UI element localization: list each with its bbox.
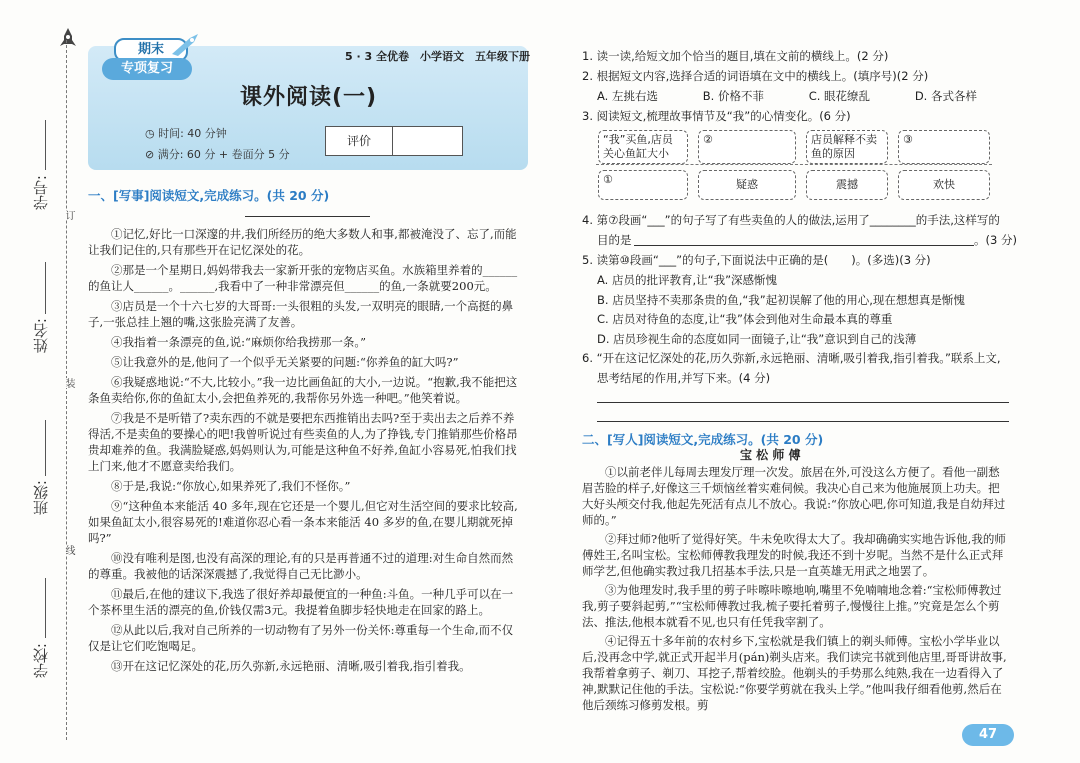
question-6-line1: 6. “开在这记忆深处的花,历久弥新,永远艳丽、清晰,吸引着我,指引着我。”联系上文, — [582, 351, 1001, 365]
section2-heading: 二、[写人]阅读短文,完成练习。(共 20 分) — [582, 432, 824, 447]
question-4-line2: 目的是 — [597, 233, 632, 247]
mood-box-3: 震撼 — [806, 170, 888, 200]
option-c: C. 眼花缭乱 — [808, 89, 871, 103]
mood-box-1[interactable]: ① — [598, 170, 688, 200]
school-line — [45, 578, 47, 638]
p1-para: ⑧于是,我说:“你放心,如果养死了,我们不怪你。” — [111, 479, 351, 493]
question-1: 1. 读一读,给短文加个恰当的题目,填在文前的横线上。(2 分) — [582, 49, 889, 63]
p1-para: ⑬开在这记忆深处的花,历久弥新,永远艳丽、清晰,吸引着我,指引着我。 — [111, 659, 471, 673]
mood-box-2: 疑惑 — [698, 170, 796, 200]
p1-para: ⑩没有唯利是图,也没有高深的理论,有的只是再普通不过的道理:对生命自然而然的尊重。我被他的话深深震撼了,我觉得自己无比渺小。 — [88, 551, 514, 581]
question-4-answer-line[interactable] — [634, 245, 974, 246]
question-4-line1: 4. 第⑦段画“___”的句子写了有些卖鱼的人的做法,运用了________的手法,这样写的 — [582, 213, 1000, 227]
p1-para: ⑦我是不是听错了?卖东西的不就是要把东西推销出去吗?至于卖出去之后养不养得活,不是卖鱼的要操心的吧!我曾听说过有些卖鱼的人,为了挣钱,专门推销那些价格昂贵却难养的鱼。我满脸疑惑,妈妈则认为,可能是这种鱼不好养,鱼缸小容易死,怕我们找上门来,他才不愿意卖给我们。 — [88, 411, 518, 473]
cut-label-ding: 订 — [63, 210, 74, 220]
passage2 — [582, 464, 1010, 713]
plot-box-2[interactable]: ② — [698, 130, 796, 164]
p1-para: ⑨“这种鱼本来能活 40 多年,现在它还是一个婴儿,但它对生活空间的要求比较高,如果鱼缸太小,很容易死的!难道你忍心看一条本来能活 40 多岁的鱼,在婴儿期就死掉吗?” — [88, 499, 518, 545]
q5-option-c: C. 店员对待鱼的态度,让“我”体会到他对生命最本真的尊重 — [597, 312, 893, 326]
cut-label-xian: 线 — [63, 545, 74, 555]
q5-option-a: A. 店员的批评教育,让“我”深感惭愧 — [597, 273, 778, 287]
plot-arrow-line — [596, 164, 992, 165]
page-number: 47 — [962, 724, 1014, 746]
passage2-title: 宝 松 师 傅 — [740, 448, 801, 462]
p2-para: ②拜过师?他听了觉得好笑。牛未免吹得太大了。我却确确实实地告诉他,我的师傅姓王,名叫宝松。宝松师傅教我理发的时候,我还不到十岁呢。当然不是什么正式拜师学艺,但他确实教过我几招基本手法,只是一直英雄无用武之地罢了。 — [582, 532, 1006, 578]
score-row — [145, 146, 290, 162]
p1-para: ⑪最后,在他的建议下,我选了很好养却最便宜的一种鱼:斗鱼。一种几乎可以在一个茶杯里生活的漂亮的鱼,价钱仅需3元。我提着鱼脚步轻快地走在回家的路上。 — [88, 587, 514, 617]
time-text: 时间: 40 分钟 — [158, 127, 227, 140]
q5-option-b: B. 店员坚持不卖那条贵的鱼,“我”起初误解了他的用心,现在想想真是惭愧 — [597, 292, 965, 307]
binding-strip — [0, 0, 80, 763]
p1-para: ②那是一个星期日,妈妈带我去一家新开张的宠物店买鱼。水族箱里养着的______的鱼让人______。______,我看中了一种非常漂亮但______的鱼,一条就要200元。 — [88, 263, 518, 293]
option-b: B. 价格不菲 — [702, 89, 764, 103]
p2-para: ③为他理发时,我手里的剪子咔嚓咔嚓地响,嘴里不免喃喃地念着:“宝松师傅教过我,剪子要斜起剪,”“宝松师傅教过我,梳子要托着剪子,慢慢往上推。”究竟是怎么个剪法、推法,他根本就看不见,也只有任凭我宰割了。 — [582, 583, 1002, 629]
cut-line — [66, 40, 67, 740]
school-label: 学校: — [32, 643, 50, 679]
title-answer-line[interactable] — [245, 216, 370, 217]
question-4-score: 。(3 分) — [974, 233, 1017, 247]
p2-para: ①以前老伴儿每周去理发厅理一次发。旅居在外,可没这么方便了。看他一副愁眉苦脸的样子,好像这三千烦恼丝着实难伺候。我决心自己来为他施展顶上功夫。把大好头颅交付我,他起先死活有点儿不放心。我说:“你放心吧,你可知道,我是自幼拜过师的。” — [582, 465, 1006, 527]
mood-box-4: 欢快 — [898, 170, 990, 200]
page-title: 课外阅读(一) — [240, 85, 378, 110]
evaluation-label: 评价 — [326, 127, 393, 155]
student-id-line — [45, 120, 47, 170]
series-label: 5 · 3 全优卷 小学语文 五年级下册 — [345, 50, 530, 63]
question-2: 2. 根据短文内容,选择合适的词语填在文中的横线上。(填序号)(2 分) — [582, 69, 929, 83]
question-2-options — [597, 88, 1017, 104]
class-label: 班级: — [32, 480, 50, 516]
name-line — [45, 262, 47, 314]
option-d: D. 各式各样 — [914, 89, 977, 103]
q5-option-d: D. 店员珍视生命的态度如同一面镜子,让“我”意识到自己的浅薄 — [597, 331, 917, 346]
badge-top: 期末 — [114, 38, 188, 62]
cut-label-zhuang: 装 — [63, 378, 74, 388]
plot-box-3: 店员解释不卖鱼的原因 — [806, 130, 888, 164]
p1-para: ⑥我疑惑地说:“不大,比较小。”我一边比画鱼缸的大小,一边说。“抱歉,我不能把这条鱼卖给你,你的鱼缸太小,会把鱼养死的,我帮你另外选一种吧。”他笑着说。 — [88, 375, 518, 405]
plot-box-4[interactable]: ③ — [898, 130, 990, 164]
rocket-decoration-icon — [170, 32, 200, 60]
section1-heading: 一、[写事]阅读短文,完成练习。(共 20 分) — [88, 188, 330, 203]
answer-line[interactable] — [597, 421, 1009, 422]
class-line — [45, 420, 47, 476]
p1-para: ⑤让我意外的是,他问了一个似乎无关紧要的问题:“你养鱼的缸大吗?” — [111, 355, 459, 369]
evaluation-box[interactable] — [325, 126, 463, 156]
name-label: 姓名: — [32, 318, 50, 354]
check-circle-icon: ⊘ — [145, 148, 158, 161]
question-5-options — [597, 271, 1017, 349]
question-3: 3. 阅读短文,梳理故事情节及“我”的心情变化。(6 分) — [582, 109, 851, 123]
passage1 — [88, 226, 520, 674]
p1-para: ③店员是一个十六七岁的大哥哥:一头很粗的头发,一双明亮的眼睛,一个高挺的鼻子,一张总挂上翘的嘴,这张脸亮满了友善。 — [88, 299, 514, 329]
p1-para: ④我指着一条漂亮的鱼,说:“麻烦你给我捞那一条。” — [111, 335, 367, 349]
option-a: A. 左挑右选 — [597, 89, 658, 103]
clock-icon: ◷ — [145, 127, 159, 140]
question-6-line2: 思考结尾的作用,并写下来。(4 分) — [597, 371, 771, 385]
rocket-icon — [60, 28, 76, 50]
badge-bottom: 专项复习 — [102, 58, 192, 80]
question-5: 5. 读第⑩段画“___”的句子,下面说法中正确的是( )。(多选)(3 分) — [582, 253, 931, 267]
p1-para: ①记忆,好比一口深邃的井,我们所经历的绝大多数人和事,都被淹没了、忘了,而能让我们记住的,只有那些开在记忆深处的花。 — [88, 227, 517, 257]
time-row — [145, 125, 227, 141]
answer-line[interactable] — [597, 402, 1009, 403]
p1-para: ⑫从此以后,我对自己所养的一切动物有了另外一份关怀:尊重每一个生命,而不仅仅是让它们吃饱喝足。 — [88, 623, 514, 653]
student-id-label: 学号: — [32, 175, 50, 211]
plot-diagram — [596, 128, 996, 202]
plot-box-1: “我”买鱼,店员关心鱼缸大小 — [598, 130, 688, 164]
score-text: 满分: 60 分 + 卷面分 5 分 — [157, 148, 290, 161]
p2-para: ④记得五十多年前的农村乡下,宝松就是我们镇上的剃头师傅。宝松小学毕业以后,没再念中学,就正式开起半月(pán)剃头店来。我们读完书就到他店里,哥哥讲故事,我帮着拿剪子、剃刀、耳挖子,帮着绞脸。他剃头的手势那么纯熟,我在一边看得入了神,默默记住他的手法。宝松说:“你要学剪就在我头上学。”他叫我仔细看他剪,然后在他后颈练习修剪发根。剪 — [582, 634, 1007, 712]
